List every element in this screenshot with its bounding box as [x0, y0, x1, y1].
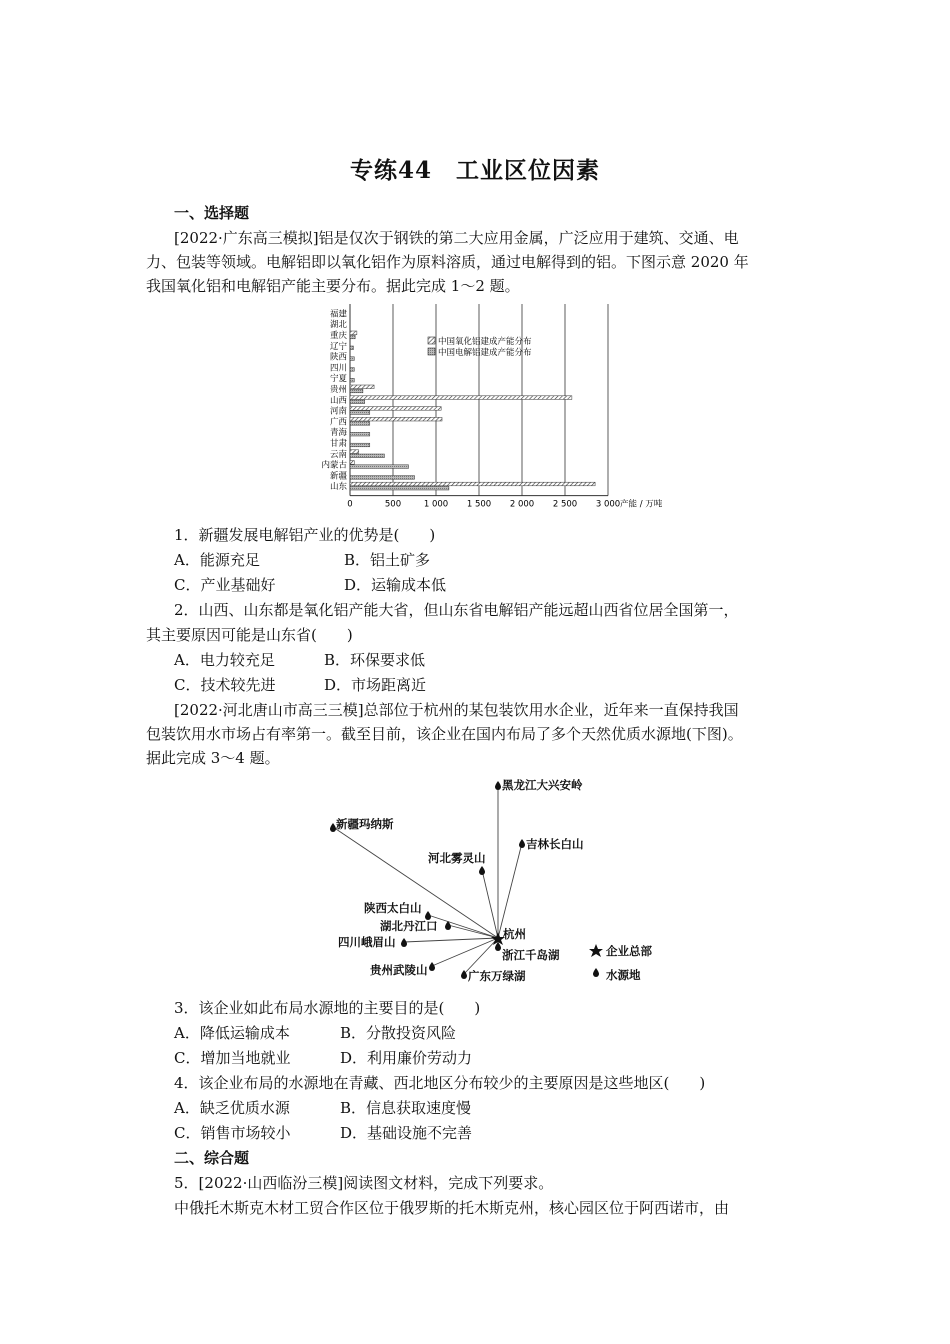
- y-category-label: 甘肃: [329, 439, 347, 449]
- bar-alumina: [350, 331, 357, 335]
- bar-alumina: [350, 396, 572, 400]
- link-sichuan: [404, 938, 498, 942]
- intro2-line3: 据此完成 3～4 题。: [146, 749, 280, 767]
- x-tick-label: 500: [384, 499, 402, 510]
- bar-alumina: [350, 417, 442, 421]
- link-guizhou: [432, 938, 498, 966]
- legend-swatch-alumina: [428, 337, 435, 344]
- x-tick-label: 3 000: [595, 499, 621, 510]
- q3-option-b: B．分散投资风险: [340, 1024, 457, 1042]
- y-category-label: 湖北: [329, 320, 347, 331]
- intro1-line3: 我国氧化铝和电解铝产能主要分布。据此完成 1～2 题。: [146, 277, 520, 295]
- y-category-label: 福建: [329, 309, 347, 320]
- legend-swatch-electrolytic: [428, 348, 435, 355]
- bar-electrolytic: [350, 346, 353, 350]
- y-category-label: 辽宁: [329, 341, 347, 352]
- y-category-label: 宁夏: [329, 374, 347, 385]
- y-category-label: 重庆: [329, 331, 347, 341]
- bar-electrolytic: [350, 400, 365, 404]
- q1-option-d: D．运输成本低: [344, 576, 447, 594]
- y-category-label: 陕西: [329, 352, 347, 363]
- link-shaanxi: [428, 915, 498, 938]
- q1-stem: 1．新疆发展电解铝产业的优势是( ): [174, 526, 436, 544]
- water-drop-icon: [401, 938, 407, 947]
- q1-option-b: B．铝土矿多: [344, 551, 431, 569]
- water-drop-icon: [519, 839, 525, 848]
- q3-stem: 3．该企业如此布局水源地的主要目的是( ): [174, 999, 481, 1017]
- label-jilin: 吉林长白山: [526, 837, 584, 851]
- x-tick-label: 0: [347, 499, 353, 510]
- bar-electrolytic: [350, 422, 370, 426]
- link-hubei: [448, 925, 498, 938]
- intro2-line2: 包装饮用水市场占有率第一。截至目前，该企业在国内布局了多个天然优质水源地(下图)。: [146, 725, 743, 743]
- page-title: 专练44 工业区位因素: [349, 157, 600, 184]
- bar-alumina: [350, 482, 595, 486]
- x-axis-title: 产能 / 万吨: [620, 499, 663, 510]
- q5-stem: 5．[2022·山西临汾三模]阅读图文材料，完成下列要求。: [174, 1174, 554, 1192]
- q2-stem-line1: 2．山西、山东都是氧化铝产能大省，但山东省电解铝产能远超山西省位居全国第一，: [174, 601, 739, 619]
- label-hangzhou: 杭州: [503, 927, 526, 941]
- y-category-label: 云南: [329, 449, 347, 460]
- intro1-line2: 力、包装等领域。电解铝即以氧化铝作为原料溶质，通过电解得到的铝。下图示意 2020 年: [146, 253, 749, 271]
- q4-stem: 4．该企业布局的水源地在青藏、西北地区分布较少的主要原因是这些地区( ): [174, 1074, 706, 1092]
- bar-electrolytic: [350, 335, 355, 339]
- section-heading-comprehensive: 二、综合题: [174, 1149, 250, 1167]
- label-zhejiang: 浙江千岛湖: [502, 948, 560, 962]
- q2-option-d: D．市场距离近: [324, 676, 427, 694]
- y-category-label: 山东: [329, 482, 347, 493]
- q2-option-a: A．电力较充足: [174, 651, 275, 669]
- legend-source-label: 水源地: [606, 968, 641, 982]
- q2-option-c: C．技术较先进: [174, 676, 276, 694]
- q4-option-b: B．信息获取速度慢: [340, 1099, 472, 1117]
- bar-electrolytic: [350, 454, 384, 458]
- y-category-label: 新疆: [329, 471, 347, 482]
- water-source-map: [320, 770, 680, 990]
- bar-electrolytic: [350, 368, 354, 372]
- bar-electrolytic: [350, 389, 363, 393]
- q2-stem-line2: 其主要原因可能是山东省( ): [146, 626, 353, 644]
- y-category-label: 山西: [329, 395, 347, 406]
- x-tick-label: 1 500: [466, 499, 492, 510]
- link-jilin: [498, 843, 522, 938]
- y-category-label: 青海: [329, 428, 347, 439]
- q4-option-c: C．销售市场较小: [174, 1124, 291, 1142]
- q1-option-a: A．能源充足: [174, 551, 260, 569]
- y-category-label: 内蒙古: [321, 460, 347, 471]
- water-drop-icon: [495, 781, 501, 790]
- bar-electrolytic: [350, 443, 370, 447]
- q3-option-c: C．增加当地就业: [174, 1049, 291, 1067]
- legend-drop-icon: [593, 968, 599, 977]
- label-hubei: 湖北丹江口: [380, 919, 438, 933]
- q5-text: 中俄托木斯克木材工贸合作区位于俄罗斯的托木斯克州，核心园区位于阿西诺市，由: [174, 1199, 730, 1217]
- y-category-label: 河南: [329, 406, 347, 417]
- bar-electrolytic: [350, 432, 370, 436]
- q4-option-a: A．缺乏优质水源: [174, 1099, 290, 1117]
- label-heilongjiang: 黑龙江大兴安岭: [502, 778, 583, 792]
- section-heading-choice: 一、选择题: [174, 204, 250, 222]
- bar-alumina: [350, 450, 359, 454]
- q3-option-a: A．降低运输成本: [174, 1024, 290, 1042]
- bar-electrolytic: [350, 357, 354, 361]
- water-drop-icon: [495, 942, 501, 951]
- x-tick-label: 1 000: [423, 499, 449, 510]
- bar-electrolytic: [350, 465, 408, 469]
- bar-alumina: [350, 461, 354, 465]
- y-category-label: 广西: [329, 417, 347, 428]
- legend-star-icon: [589, 944, 603, 957]
- link-hebei: [482, 870, 498, 938]
- label-sichuan: 四川峨眉山: [338, 935, 396, 949]
- intro2-line1: [2022·河北唐山市高三三模]总部位于杭州的某包装饮用水企业，近年来一直保持我国: [174, 701, 739, 719]
- water-drop-icon: [429, 962, 435, 971]
- bar-alumina: [350, 407, 441, 411]
- q2-option-b: B．环保要求低: [324, 651, 426, 669]
- intro1-line1: [2022·广东高三模拟]铝是仅次于钢铁的第二大应用金属，广泛应用于建筑、交通、电: [174, 229, 739, 247]
- label-shaanxi: 陕西太白山: [364, 901, 422, 915]
- y-category-label: 贵州: [329, 385, 347, 395]
- x-tick-label: 2 500: [552, 499, 578, 510]
- legend-alumina: 中国氧化铝建成产能分布: [438, 337, 532, 347]
- y-category-label: 四川: [329, 363, 347, 374]
- label-xinjiang: 新疆玛纳斯: [336, 817, 394, 831]
- bar-electrolytic: [350, 476, 415, 480]
- bar-electrolytic: [350, 411, 370, 415]
- q4-option-d: D．基础设施不完善: [340, 1124, 473, 1142]
- bar-alumina: [350, 385, 374, 389]
- capacity-bar-chart: [310, 300, 690, 516]
- x-tick-label: 2 000: [509, 499, 535, 510]
- label-guangdong: 广东万绿湖: [468, 969, 526, 983]
- legend-electrolytic: 中国电解铝建成产能分布: [438, 348, 532, 358]
- label-guizhou: 贵州武陵山: [370, 963, 428, 977]
- bar-electrolytic: [350, 486, 449, 490]
- bar-electrolytic: [350, 378, 354, 382]
- q3-option-d: D．利用廉价劳动力: [340, 1049, 473, 1067]
- q1-option-c: C．产业基础好: [174, 576, 276, 594]
- label-hebei: 河北雾灵山: [428, 851, 486, 865]
- water-drop-icon: [479, 866, 485, 875]
- legend-hq-label: 企业总部: [606, 944, 652, 958]
